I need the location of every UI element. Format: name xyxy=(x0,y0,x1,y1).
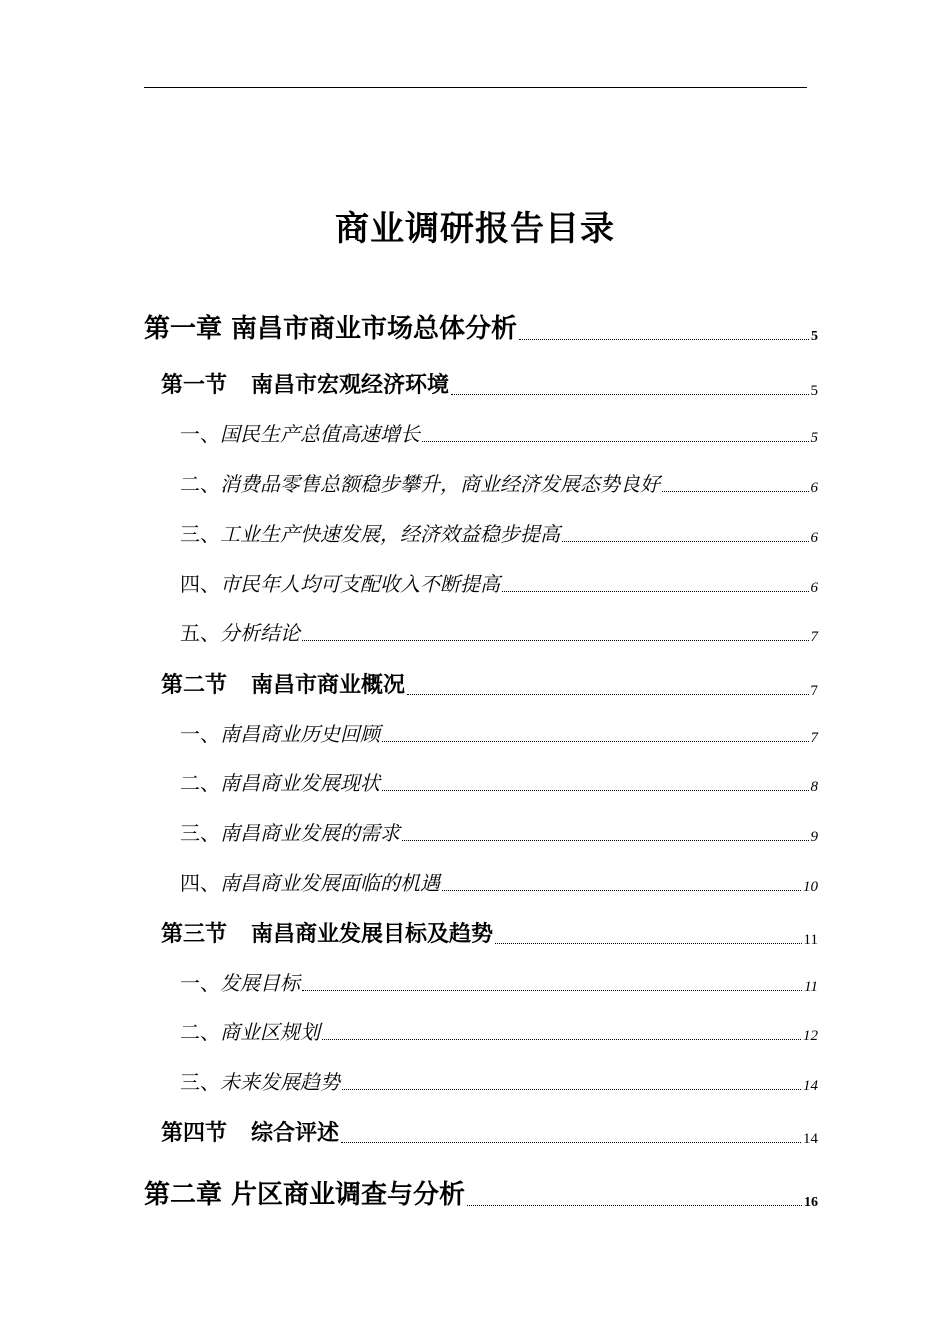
item-title: 南昌商业历史回顾 xyxy=(220,722,380,746)
toc-entry-item[interactable] xyxy=(180,1066,818,1096)
dot-leader xyxy=(502,591,809,592)
toc-entry-item[interactable] xyxy=(180,617,818,647)
toc-entry-label xyxy=(180,1018,320,1046)
item-number: 五、 xyxy=(180,621,220,645)
toc-entry-section[interactable] xyxy=(161,369,818,401)
dot-leader xyxy=(495,943,802,944)
page-number: 9 xyxy=(810,829,818,845)
section-number: 第四节 xyxy=(161,1121,228,1146)
dot-leader xyxy=(442,890,801,891)
dot-leader xyxy=(382,741,809,742)
toc-entry-label xyxy=(180,869,440,897)
item-title: 消费品零售总额稳步攀升，商业经济发展态势良好 xyxy=(220,472,660,496)
toc-entry-item[interactable] xyxy=(180,518,818,548)
item-title: 南昌商业发展的需求 xyxy=(220,821,400,845)
section-number: 第三节 xyxy=(161,922,228,947)
toc-entry-section[interactable] xyxy=(161,669,818,701)
item-title: 未来发展趋势 xyxy=(220,1070,340,1094)
page-number: 6 xyxy=(810,530,818,546)
toc-entry-label xyxy=(180,619,300,647)
dot-leader xyxy=(341,1142,801,1143)
section-title: 南昌市宏观经济环境 xyxy=(251,373,450,398)
toc-entry-item[interactable] xyxy=(180,767,818,797)
item-title: 国民生产总值高速增长 xyxy=(220,422,420,446)
item-title: 工业生产快速发展，经济效益稳步提高 xyxy=(220,522,560,546)
page-number: 11 xyxy=(803,932,818,948)
page-number: 10 xyxy=(803,879,818,895)
toc-entry-item[interactable] xyxy=(180,1016,818,1046)
toc-entry-section[interactable] xyxy=(161,1117,818,1149)
toc-entry-section[interactable] xyxy=(161,918,818,950)
dot-leader xyxy=(662,491,809,492)
page-number: 7 xyxy=(810,730,818,746)
dot-leader xyxy=(451,394,808,395)
page-number: 5 xyxy=(810,383,818,399)
item-number: 二、 xyxy=(180,1020,220,1044)
dot-leader xyxy=(519,339,809,340)
item-number: 四、 xyxy=(180,572,220,596)
toc-entry-chapter[interactable] xyxy=(144,1176,818,1212)
section-title: 南昌商业发展目标及趋势 xyxy=(251,922,494,947)
page-number: 14 xyxy=(803,1131,818,1147)
page-number: 7 xyxy=(810,629,818,645)
toc-entry-label xyxy=(180,720,380,748)
item-number: 四、 xyxy=(180,871,220,895)
toc-entry-label xyxy=(161,671,405,701)
dot-leader xyxy=(382,790,809,791)
chapter-title: 第一章 南昌市商业市场总体分析 xyxy=(144,314,518,344)
item-number: 二、 xyxy=(180,771,220,795)
dot-leader xyxy=(322,1039,801,1040)
toc-entry-label xyxy=(161,920,493,950)
toc-entry-label xyxy=(180,520,560,548)
dot-leader xyxy=(302,990,802,991)
dot-leader xyxy=(302,640,809,641)
item-number: 二、 xyxy=(180,472,220,496)
dot-leader xyxy=(422,441,809,442)
page-number: 6 xyxy=(810,580,818,596)
chapter-title: 第二章 片区商业调查与分析 xyxy=(144,1180,466,1210)
toc-entry-label xyxy=(180,969,300,997)
page-number: 8 xyxy=(810,779,818,795)
item-number: 一、 xyxy=(180,422,220,446)
dot-leader xyxy=(407,694,808,695)
item-title: 发展目标 xyxy=(220,971,300,995)
page-number: 5 xyxy=(810,430,818,446)
page-number: 16 xyxy=(804,1195,818,1210)
item-number: 一、 xyxy=(180,971,220,995)
toc-entry-label xyxy=(180,819,400,847)
section-number: 第一节 xyxy=(161,373,228,398)
toc-entry-item[interactable] xyxy=(180,718,818,748)
toc-entry-label xyxy=(180,769,380,797)
toc-entry-label xyxy=(161,371,449,401)
dot-leader xyxy=(467,1205,802,1206)
toc-entry-item[interactable] xyxy=(180,967,818,997)
page-number: 7 xyxy=(810,683,818,699)
toc-entry-item[interactable] xyxy=(180,468,818,498)
item-number: 三、 xyxy=(180,821,220,845)
toc-entry-item[interactable] xyxy=(180,568,818,598)
toc-entry-label xyxy=(180,570,500,598)
page-number: 6 xyxy=(810,480,818,496)
item-title: 分析结论 xyxy=(220,621,300,645)
toc-entry-item[interactable] xyxy=(180,867,818,897)
toc-entry-chapter[interactable] xyxy=(144,310,818,346)
item-number: 三、 xyxy=(180,1070,220,1094)
item-number: 三、 xyxy=(180,522,220,546)
item-title: 南昌商业发展面临的机遇 xyxy=(220,871,440,895)
dot-leader xyxy=(562,541,809,542)
section-title: 综合评述 xyxy=(251,1121,340,1146)
item-title: 南昌商业发展现状 xyxy=(220,771,380,795)
item-number: 一、 xyxy=(180,722,220,746)
page-number: 11 xyxy=(804,979,818,995)
toc-entry-item[interactable] xyxy=(180,418,818,448)
toc-entry-label xyxy=(180,420,420,448)
dot-leader xyxy=(402,840,809,841)
toc-entry-item[interactable] xyxy=(180,817,818,847)
page-number: 12 xyxy=(803,1028,818,1044)
section-number: 第二节 xyxy=(161,673,228,698)
item-title: 商业区规划 xyxy=(220,1020,320,1044)
toc-entry-label xyxy=(161,1119,339,1149)
section-title: 南昌市商业概况 xyxy=(251,673,406,698)
page-number: 14 xyxy=(803,1078,818,1094)
page-number: 5 xyxy=(811,329,818,344)
document-title: 商业调研报告目录 xyxy=(335,209,615,249)
item-title: 市民年人均可支配收入不断提高 xyxy=(220,572,500,596)
toc-entry-label xyxy=(180,470,660,498)
toc-entry-label xyxy=(180,1068,340,1096)
dot-leader xyxy=(342,1089,801,1090)
